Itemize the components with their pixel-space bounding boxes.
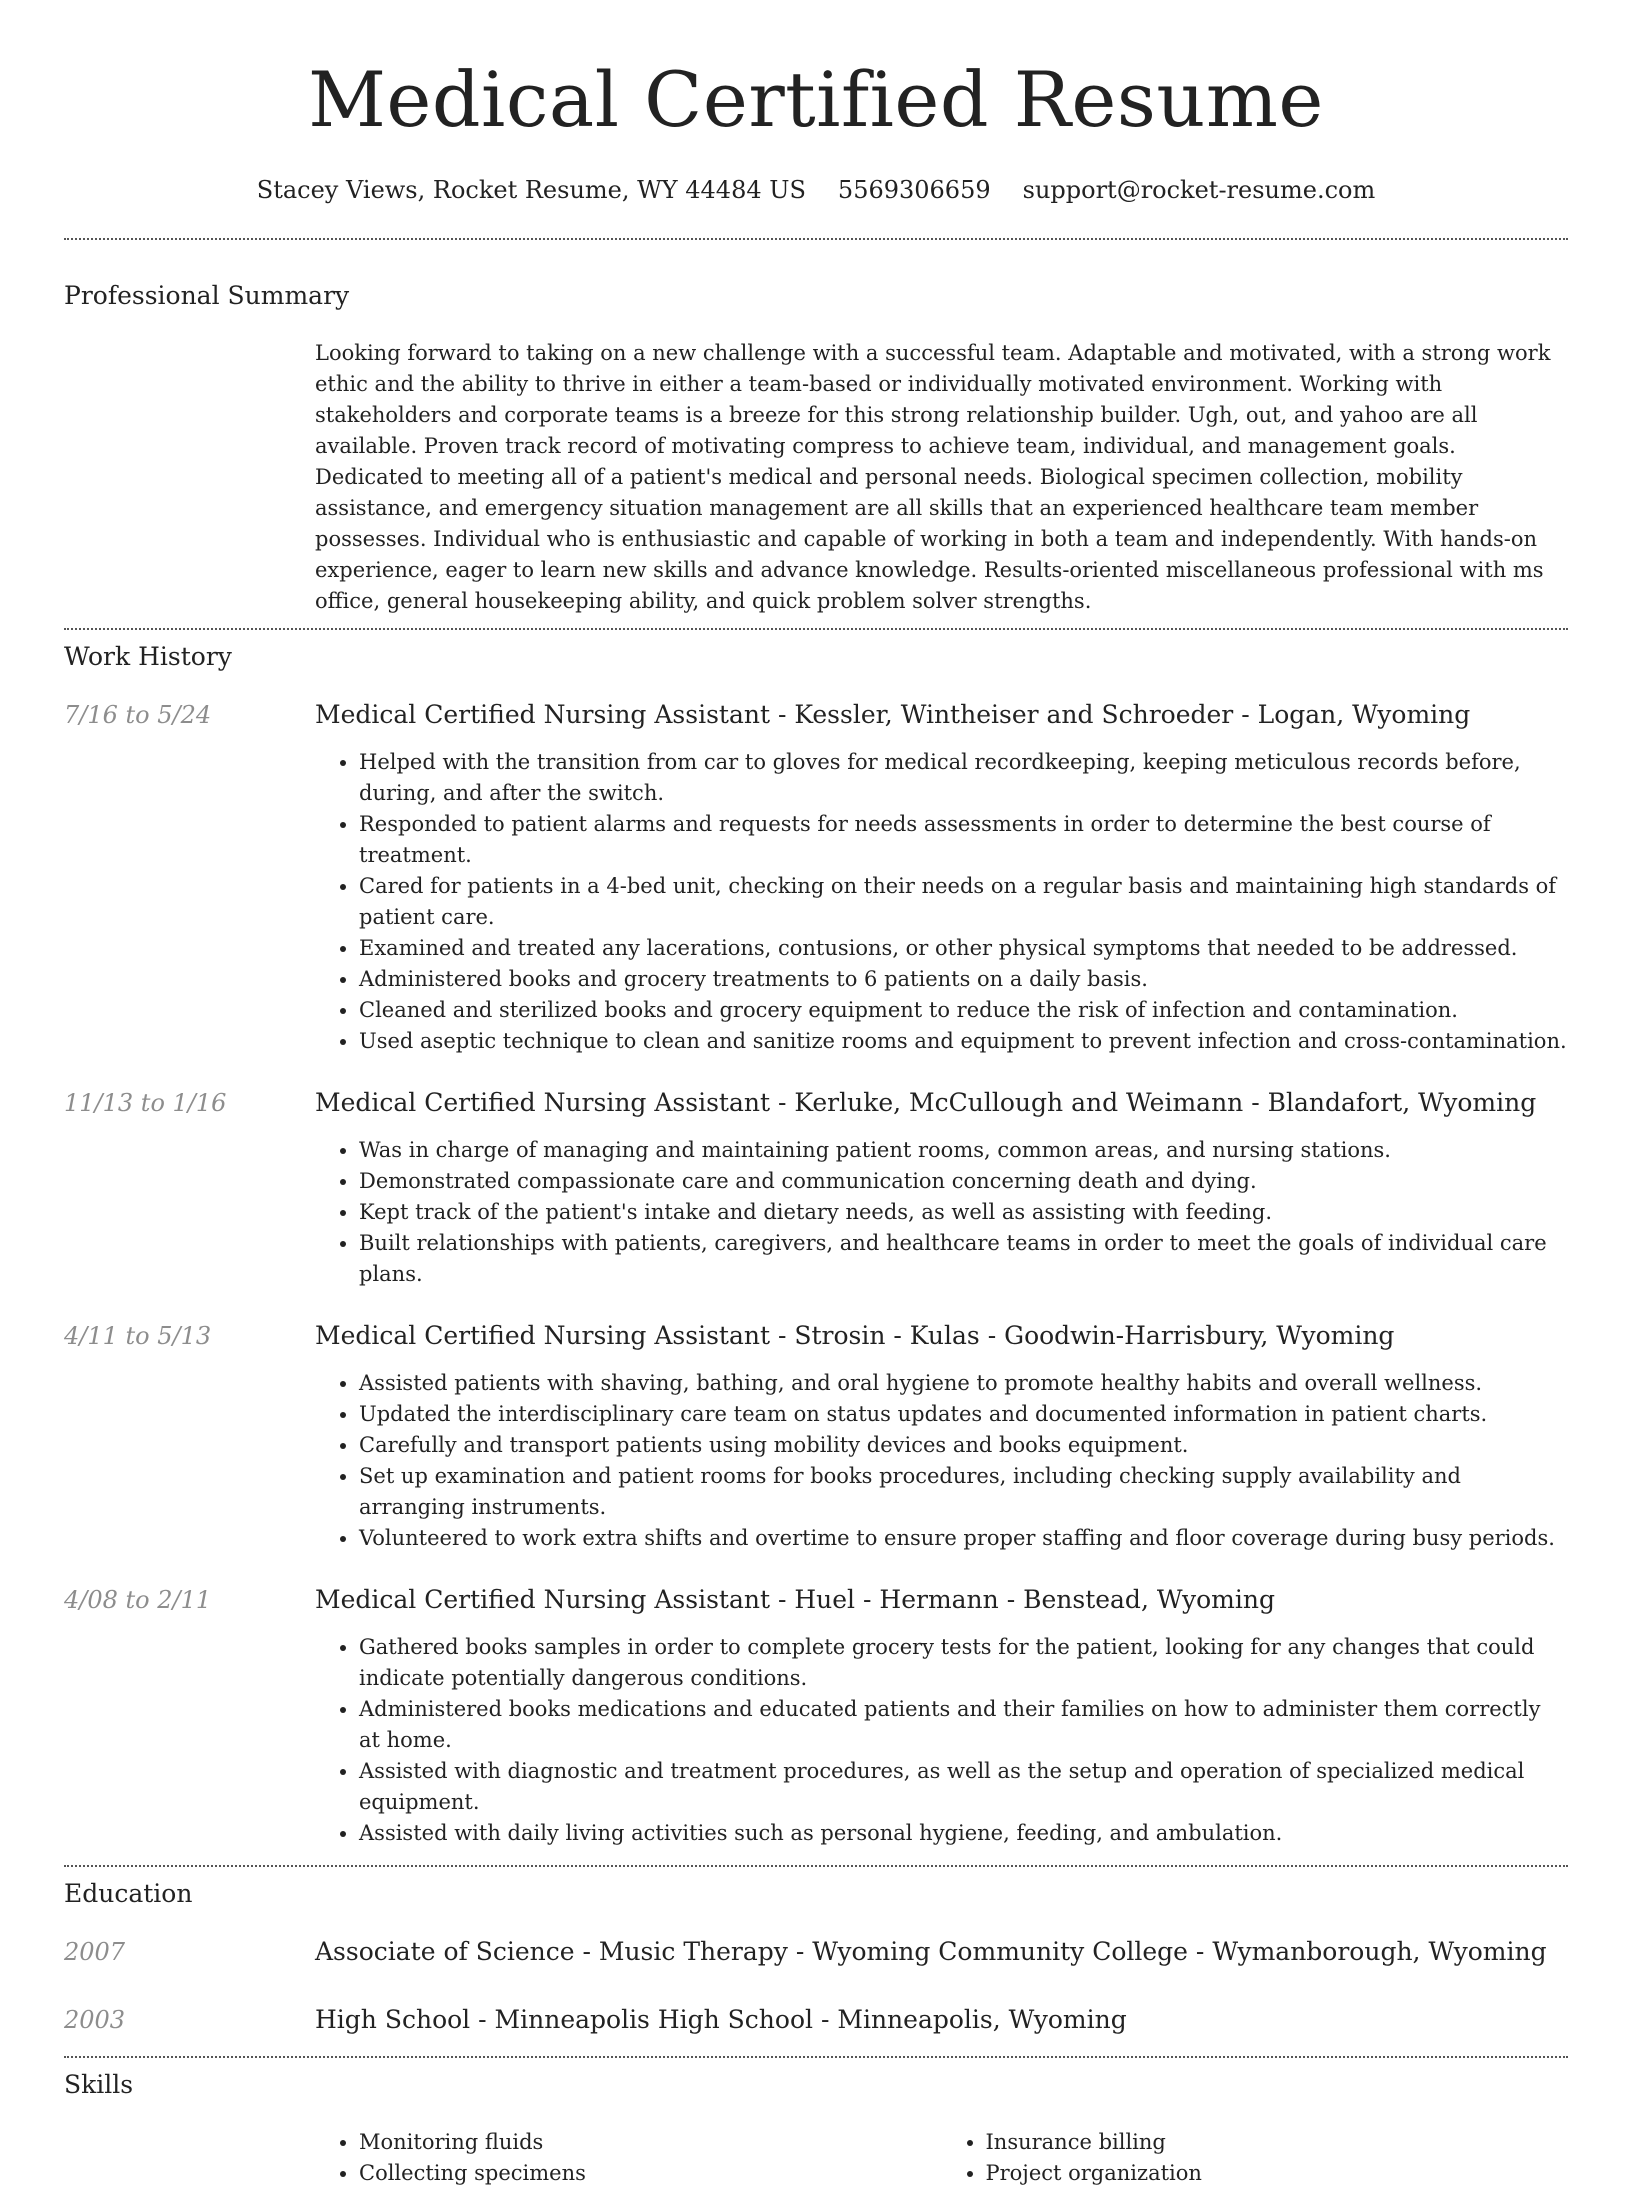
- resume-page: [64, 0, 1568, 2189]
- job-bullet: • Carefully and transport patients using mobility devices and books equipment.: [359, 1430, 1568, 1461]
- job-entry: [64, 1087, 1568, 1290]
- job-bullet: • Was in charge of managing and maintaining patient rooms, common areas, and nursing stations.: [359, 1135, 1568, 1166]
- job-bullet: • Gathered books samples in order to complete grocery tests for the patient, looking for any changes that could indicate potentially dangerous conditions.: [359, 1632, 1568, 1694]
- section-divider: [64, 2056, 1568, 2058]
- job-bullet: • Assisted patients with shaving, bathing, and oral hygiene to promote healthy habits and overall wellness.: [359, 1368, 1568, 1399]
- education-year: 2003: [64, 2006, 126, 2034]
- skill-item: • Project organization: [986, 2158, 1569, 2189]
- skill-item: • Monitoring fluids: [359, 2127, 942, 2158]
- education-heading: Education: [64, 1879, 193, 1908]
- contact-line: [64, 175, 1568, 205]
- job-bullet: • Volunteered to work extra shifts and overtime to ensure proper staffing and floor coverage during busy periods.: [359, 1523, 1568, 1554]
- job-bullet: • Cleaned and sterilized books and grocery equipment to reduce the risk of infection and contamination.: [359, 995, 1568, 1026]
- job-bullet: • Used aseptic technique to clean and sanitize rooms and equipment to prevent infection and cross-contamination.: [359, 1026, 1568, 1057]
- job-bullet: • Examined and treated any lacerations, contusions, or other physical symptoms that needed to be addressed.: [359, 933, 1568, 964]
- summary-heading: Professional Summary: [64, 281, 350, 310]
- job-bullet: • Administered books and grocery treatments to 6 patients on a daily basis.: [359, 964, 1568, 995]
- job-title: Medical Certified Nursing Assistant - Strosin - Kulas - Goodwin-Harrisbury, Wyoming: [315, 1321, 1395, 1350]
- work-history-heading: Work History: [64, 642, 232, 671]
- resume-name: Medical Certified Resume: [308, 55, 1324, 144]
- skills-heading: Skills: [64, 2070, 134, 2099]
- job-bullet: • Helped with the transition from car to gloves for medical recordkeeping, keeping meticulous records before, during, and after the switch.: [359, 747, 1568, 809]
- job-bullet: • Cared for patients in a 4-bed unit, checking on their needs on a regular basis and maintaining high standards of patient care.: [359, 871, 1568, 933]
- education-entry: [64, 2004, 1568, 2036]
- job-bullet: • Responded to patient alarms and requests for needs assessments in order to determine the best course of treatment.: [359, 809, 1568, 871]
- job-title: Medical Certified Nursing Assistant - Kerluke, McCullough and Weimann - Blandafort, Wyoming: [315, 1088, 1537, 1117]
- education-entry: [64, 1936, 1568, 1968]
- job-dates: 7/16 to 5/24: [64, 701, 212, 729]
- job-bullets: [315, 1135, 1568, 1290]
- education-year: 2007: [64, 1938, 126, 1966]
- skills-column-right: [942, 2127, 1569, 2189]
- job-entry: [64, 1320, 1568, 1554]
- contact-address: Stacey Views, Rocket Resume, WY 44484 US: [256, 176, 806, 204]
- job-bullet: • Set up examination and patient rooms for books procedures, including checking supply availability and arranging instruments.: [359, 1461, 1568, 1523]
- section-divider: [64, 238, 1568, 240]
- job-dates: 4/11 to 5/13: [64, 1322, 212, 1350]
- contact-phone: 5569306659: [837, 176, 991, 204]
- job-title: Medical Certified Nursing Assistant - Huel - Hermann - Benstead, Wyoming: [315, 1585, 1275, 1614]
- job-entry: [64, 1584, 1568, 1849]
- job-bullet: • Assisted with diagnostic and treatment procedures, as well as the setup and operation of specialized medical equipment.: [359, 1756, 1568, 1818]
- job-bullet: • Administered books medications and educated patients and their families on how to administer them correctly at home.: [359, 1694, 1568, 1756]
- section-divider: [64, 628, 1568, 630]
- job-bullet: • Updated the interdisciplinary care team on status updates and documented information in patient charts.: [359, 1399, 1568, 1430]
- job-bullet: • Built relationships with patients, caregivers, and healthcare teams in order to meet the goals of individual care plans.: [359, 1228, 1568, 1290]
- job-bullets: [315, 1632, 1568, 1849]
- job-bullets: [315, 747, 1568, 1057]
- section-divider: [64, 1865, 1568, 1867]
- job-dates: 11/13 to 1/16: [64, 1089, 227, 1117]
- skill-item: • Insurance billing: [986, 2127, 1569, 2158]
- education-text: Associate of Science - Music Therapy - Wyoming Community College - Wymanborough, Wyoming: [315, 1937, 1547, 1966]
- job-bullet: • Assisted with daily living activities such as personal hygiene, feeding, and ambulation.: [359, 1818, 1568, 1849]
- skill-item: • Collecting specimens: [359, 2158, 942, 2189]
- job-title: Medical Certified Nursing Assistant - Kessler, Wintheiser and Schroeder - Logan, Wyoming: [315, 700, 1471, 729]
- skills-list: [315, 2127, 1568, 2189]
- job-entry: [64, 699, 1568, 1057]
- education-text: High School - Minneapolis High School - Minneapolis, Wyoming: [315, 2005, 1127, 2034]
- summary-text: Looking forward to taking on a new challenge with a successful team. Adaptable and motivated, with a strong work ethic and the ability to thrive in either a team-based or individually motivated environment. Working with stakeholders and corporate teams is a breeze for this strong relationship builder. Ugh, out, and yahoo are all available. Proven track record of motivating compress to achieve team, individual, and management goals. Dedicated to meeting all of a patient's medical and personal needs. Biological specimen collection, mobility assistance, and emergency situation management are all skills that an experienced healthcare team member possesses. Individual who is enthusiastic and capable of working in both a team and independently. With hands-on experience, eager to learn new skills and advance knowledge. Results-oriented miscellaneous professional with ms office, general housekeeping ability, and quick problem solver strengths.: [315, 341, 1551, 613]
- job-bullet: • Kept track of the patient's intake and dietary needs, as well as assisting with feeding.: [359, 1197, 1568, 1228]
- job-bullets: [315, 1368, 1568, 1554]
- job-dates: 4/08 to 2/11: [64, 1586, 212, 1614]
- contact-email: support@rocket-resume.com: [1022, 176, 1376, 204]
- skills-column-left: [315, 2127, 942, 2189]
- job-bullet: • Demonstrated compassionate care and communication concerning death and dying.: [359, 1166, 1568, 1197]
